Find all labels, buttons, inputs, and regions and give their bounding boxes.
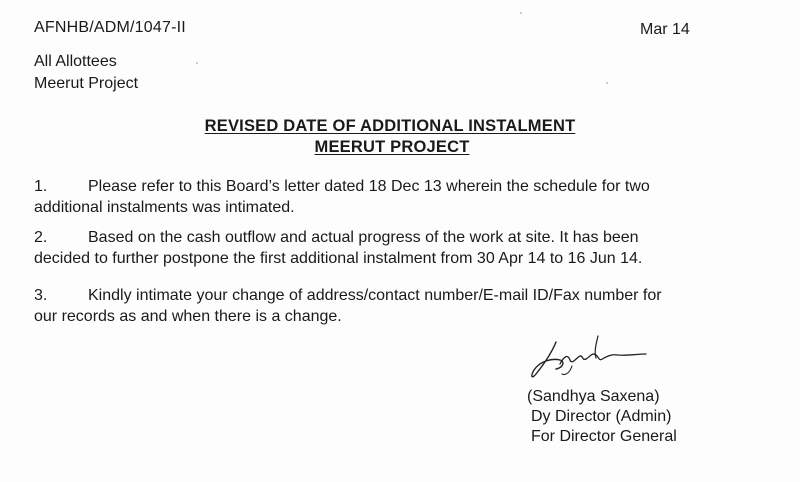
paragraph-text: our records as and when there is a change.	[34, 308, 342, 325]
paragraph-text: Kindly intimate your change of address/contact number/E-mail ID/Fax number for	[88, 287, 662, 304]
subject-line: REVISED DATE OF ADDITIONAL INSTALMENT	[204, 117, 576, 135]
paragraph-3	[34, 285, 750, 327]
addressee-line: Meerut Project	[34, 75, 139, 92]
signatory-on-behalf: For Director General	[531, 428, 677, 445]
addressee-line: All Allottees	[34, 53, 117, 70]
paragraph-text: additional instalments was intimated.	[34, 199, 295, 216]
signatory-designation: Dy Director (Admin)	[531, 408, 672, 425]
paragraph-text: decided to further postpone the first additional instalment from 30 Apr 14 to 16 Jun 14.	[34, 250, 643, 267]
addressee-block	[34, 51, 138, 95]
subject-line: MEERUT PROJECT	[314, 138, 470, 156]
letter-date: Mar 14	[640, 21, 690, 38]
scan-speck	[606, 82, 608, 84]
handwritten-signature	[526, 328, 656, 384]
signatory-block	[527, 387, 677, 447]
paragraph-text: Based on the cash outflow and actual progress of the work at site. It has been	[88, 229, 639, 246]
scan-speck	[196, 62, 198, 64]
paragraph-2	[34, 227, 750, 269]
subject-heading	[0, 116, 780, 158]
signatory-name: (Sandhya Saxena)	[527, 388, 660, 405]
paragraph-text: Please refer to this Board’s letter dated 18 Dec 13 wherein the schedule for two	[88, 178, 650, 195]
paragraph-number: 1.	[34, 178, 48, 195]
paragraph-1	[34, 176, 750, 218]
scan-speck	[520, 12, 522, 14]
paragraph-number: 2.	[34, 229, 48, 246]
reference-number: AFNHB/ADM/1047-II	[34, 19, 186, 36]
paragraph-number: 3.	[34, 287, 48, 304]
